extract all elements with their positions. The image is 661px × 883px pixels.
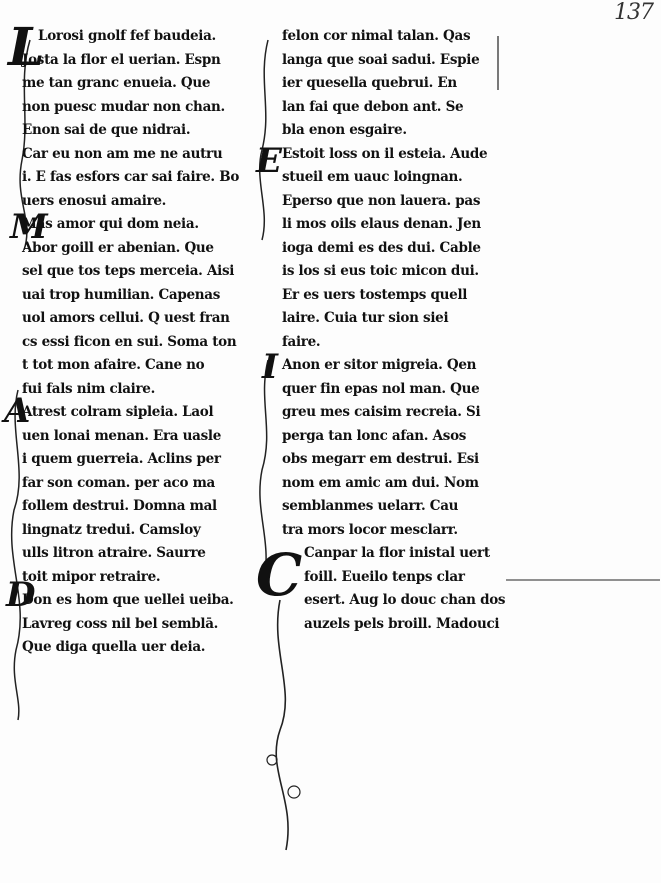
text-line: stueil em uauc loingnan. (282, 169, 463, 185)
text-line: semblanmes uelarr. Cau (282, 498, 459, 514)
text-line: lingnatz tredui. Camsloy (22, 521, 201, 538)
text-line: Lavreg coss nil bel semblā. (22, 615, 219, 632)
text-line: Car eu non am me ne autru (22, 145, 223, 162)
text-line: is los si eus toic micon dui. (282, 263, 479, 279)
text-line: Er es uers tostemps quell (282, 286, 468, 303)
initial-E: E (256, 141, 282, 181)
text-line: i quem guerreia. Aclins per (22, 451, 221, 467)
text-line: follem destrui. Domna mal (22, 498, 217, 514)
text-line: ulls litron atraire. Saurre (22, 545, 206, 561)
text-line: Lorosi gnolf fef baudeia. (38, 28, 216, 44)
initial-C: C (256, 541, 303, 609)
initial-A: A (4, 391, 31, 431)
text-line: sel que tos teps merceia. Aisi (22, 263, 235, 279)
text-line: uers enosui amaire. (22, 192, 167, 209)
text-line: li mos oils elaus denan. Jen (282, 216, 481, 232)
text-line: Enon sai de que nidrai. (22, 122, 191, 138)
text-line: Mas amor qui dom neia. (22, 216, 199, 232)
text-line: faire. (282, 333, 321, 350)
text-line: cs essi ficon en sui. Soma ton (22, 333, 237, 350)
text-line: perga tan lonc afan. Asos (282, 427, 467, 444)
initial-I: I (262, 347, 278, 387)
text-line: ier quesella quebrui. En (282, 75, 457, 91)
text-line: Que diga quella uer deia. (22, 639, 206, 655)
text-line: greu mes caisim recreia. Si (282, 404, 481, 420)
initial-L: L (8, 17, 45, 78)
initial-M: M (10, 207, 48, 247)
text-line: laire. Cuia tur sion siei (282, 310, 449, 326)
text-line: nom em amic am dui. Nom (282, 474, 479, 491)
text-line: bla enon esgaire. (282, 122, 407, 138)
text-line: langa que soai sadui. Espie (282, 51, 480, 68)
text-line: toit mipor retraire. (22, 568, 161, 585)
text-line: uai trop humilian. Capenas (22, 286, 221, 303)
text-line: obs megarr em destrui. Esi (282, 451, 479, 467)
text-line: t tot mon afaire. Cane no (22, 357, 205, 373)
text-line: lan fai que debon ant. Se (282, 98, 464, 115)
text-line: quer fin epas nol man. Que (282, 380, 480, 397)
text-line: Estoit loss on il esteia. Aude (282, 145, 488, 162)
text-line: auzels pels broill. Madouci (304, 615, 500, 632)
text-line: Don es hom que uellei ueiba. (22, 592, 234, 608)
text-line: felon cor nimal talan. Qas (282, 28, 471, 44)
text-line: Abor goill er abenian. Que (22, 239, 214, 256)
text-line: foill. Eueilo tenps clar (304, 568, 465, 585)
text-line: i. E fas esfors car sai faire. Bo (22, 169, 240, 185)
text-line: esert. Aug lo douc chan dos (304, 592, 506, 608)
text-line: me tan granc enueia. Que (22, 75, 211, 91)
text-line: non puesc mudar non chan. (22, 98, 225, 115)
initial-D: D (6, 575, 36, 615)
text-line: tra mors locor mesclarr. (282, 521, 458, 538)
text-line: far son coman. per aco ma (22, 474, 216, 491)
folio-number: 137 (614, 0, 653, 25)
text-line: Josta la flor el uerian. Espn (22, 51, 221, 68)
text-line: uen lonai menan. Era uasle (22, 427, 222, 444)
text-line: Canpar la flor inistal uert (304, 545, 490, 561)
text-line: fui fals nim claire. (22, 380, 155, 397)
text-line: uol amors cellui. Q uest fran (22, 310, 230, 326)
text-line: Atrest colram sipleia. Laol (22, 404, 214, 420)
text-line: Anon er sitor migreia. Qen (282, 357, 477, 373)
text-line: Eperso que non lauera. pas (282, 192, 481, 209)
text-line: ioga demi es des dui. Cable (282, 239, 481, 256)
